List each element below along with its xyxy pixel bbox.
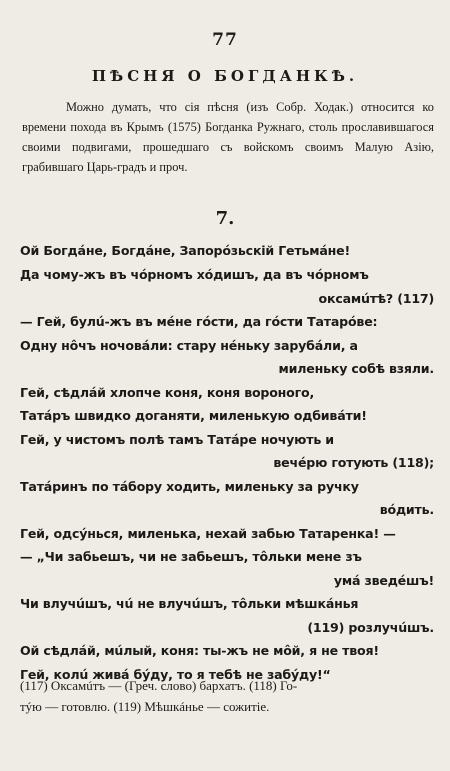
poem-line: Татáринъ по тáбору ходить, миленьку за ручку bbox=[20, 479, 359, 494]
poem-line: умá зведéшъ! bbox=[333, 573, 434, 588]
poem-line: Гей, сѣдлáй хлопче коня, коня вороного, bbox=[20, 385, 315, 400]
page-number: 77 bbox=[212, 30, 238, 50]
poem-line: Да чому-жъ въ чóрномъ хóдишъ, да въ чóрномъ bbox=[20, 267, 369, 282]
intro-line-3: столь прославившагося своими подвигами, прошедшаго съ войскомъ своимъ Малую Азiю, грабившаго Царь-градъ и проч. bbox=[22, 120, 434, 174]
intro-paragraph bbox=[22, 97, 434, 177]
intro-line-1: Можно думать, что сiя пѣсня (изъ Собр. Ходак.) bbox=[66, 100, 354, 114]
intro-line-2: относится ко времени похода въ Крымъ (1575) Богданка Ружнаго, bbox=[22, 100, 434, 134]
poem-line: Чи влучúшъ, чú не влучúшъ, тôльки мѣшкáнья bbox=[20, 596, 359, 611]
song-number: 7. bbox=[215, 208, 235, 229]
poem-line: — „Чи забьешъ, чи не забьешъ, тôльки мене зъ bbox=[20, 549, 362, 564]
poem-line: Татáръ швидко доганяти, миленькую одбивáти! bbox=[20, 408, 367, 423]
poem-line: Ой сѣдлáй, мúлый, коня: ты-жъ не мôй, я не твоя! bbox=[20, 643, 379, 658]
poem-line: Гей, колú живá бýду, то я тебѣ не забýду!“ bbox=[20, 667, 331, 682]
footnotes bbox=[20, 675, 434, 717]
page-title: ПѢСНЯ О БОГДАНКѢ. bbox=[91, 67, 359, 85]
footnote-line-2: тýю — готовлю. (119) Мѣшкáнье — сожитiе. bbox=[20, 699, 270, 714]
poem-line: Гей, одсýнься, миленька, нехай забью Татаренка! — bbox=[20, 526, 396, 541]
poem-line: (119) розлучúшъ. bbox=[307, 620, 434, 635]
poem-line: — Гей, булú-жъ въ мéне гóсти, да гóсти Татарóве: bbox=[20, 314, 378, 329]
poem-line: Гей, у чистомъ полѣ тамъ Татáре ночують и bbox=[20, 432, 334, 447]
footnote-line-1: (117) Оксамúтъ — (Греч. слово) бархатъ. (118) Го- bbox=[20, 678, 298, 693]
poem-line: миленьку собѣ взяли. bbox=[278, 361, 434, 376]
poem-line: Одну нôчъ ночовáли: стару нéньку зарубáли, а bbox=[20, 338, 358, 353]
poem-line: вóдить. bbox=[379, 502, 434, 517]
poem-line: Ой Богдáне, Богдáне, Запорóзьскiй Гетьмáне! bbox=[20, 243, 351, 258]
poem-line: оксамúтѣ? (117) bbox=[318, 291, 434, 306]
poem-line: вечéрю готують (118); bbox=[273, 455, 434, 470]
